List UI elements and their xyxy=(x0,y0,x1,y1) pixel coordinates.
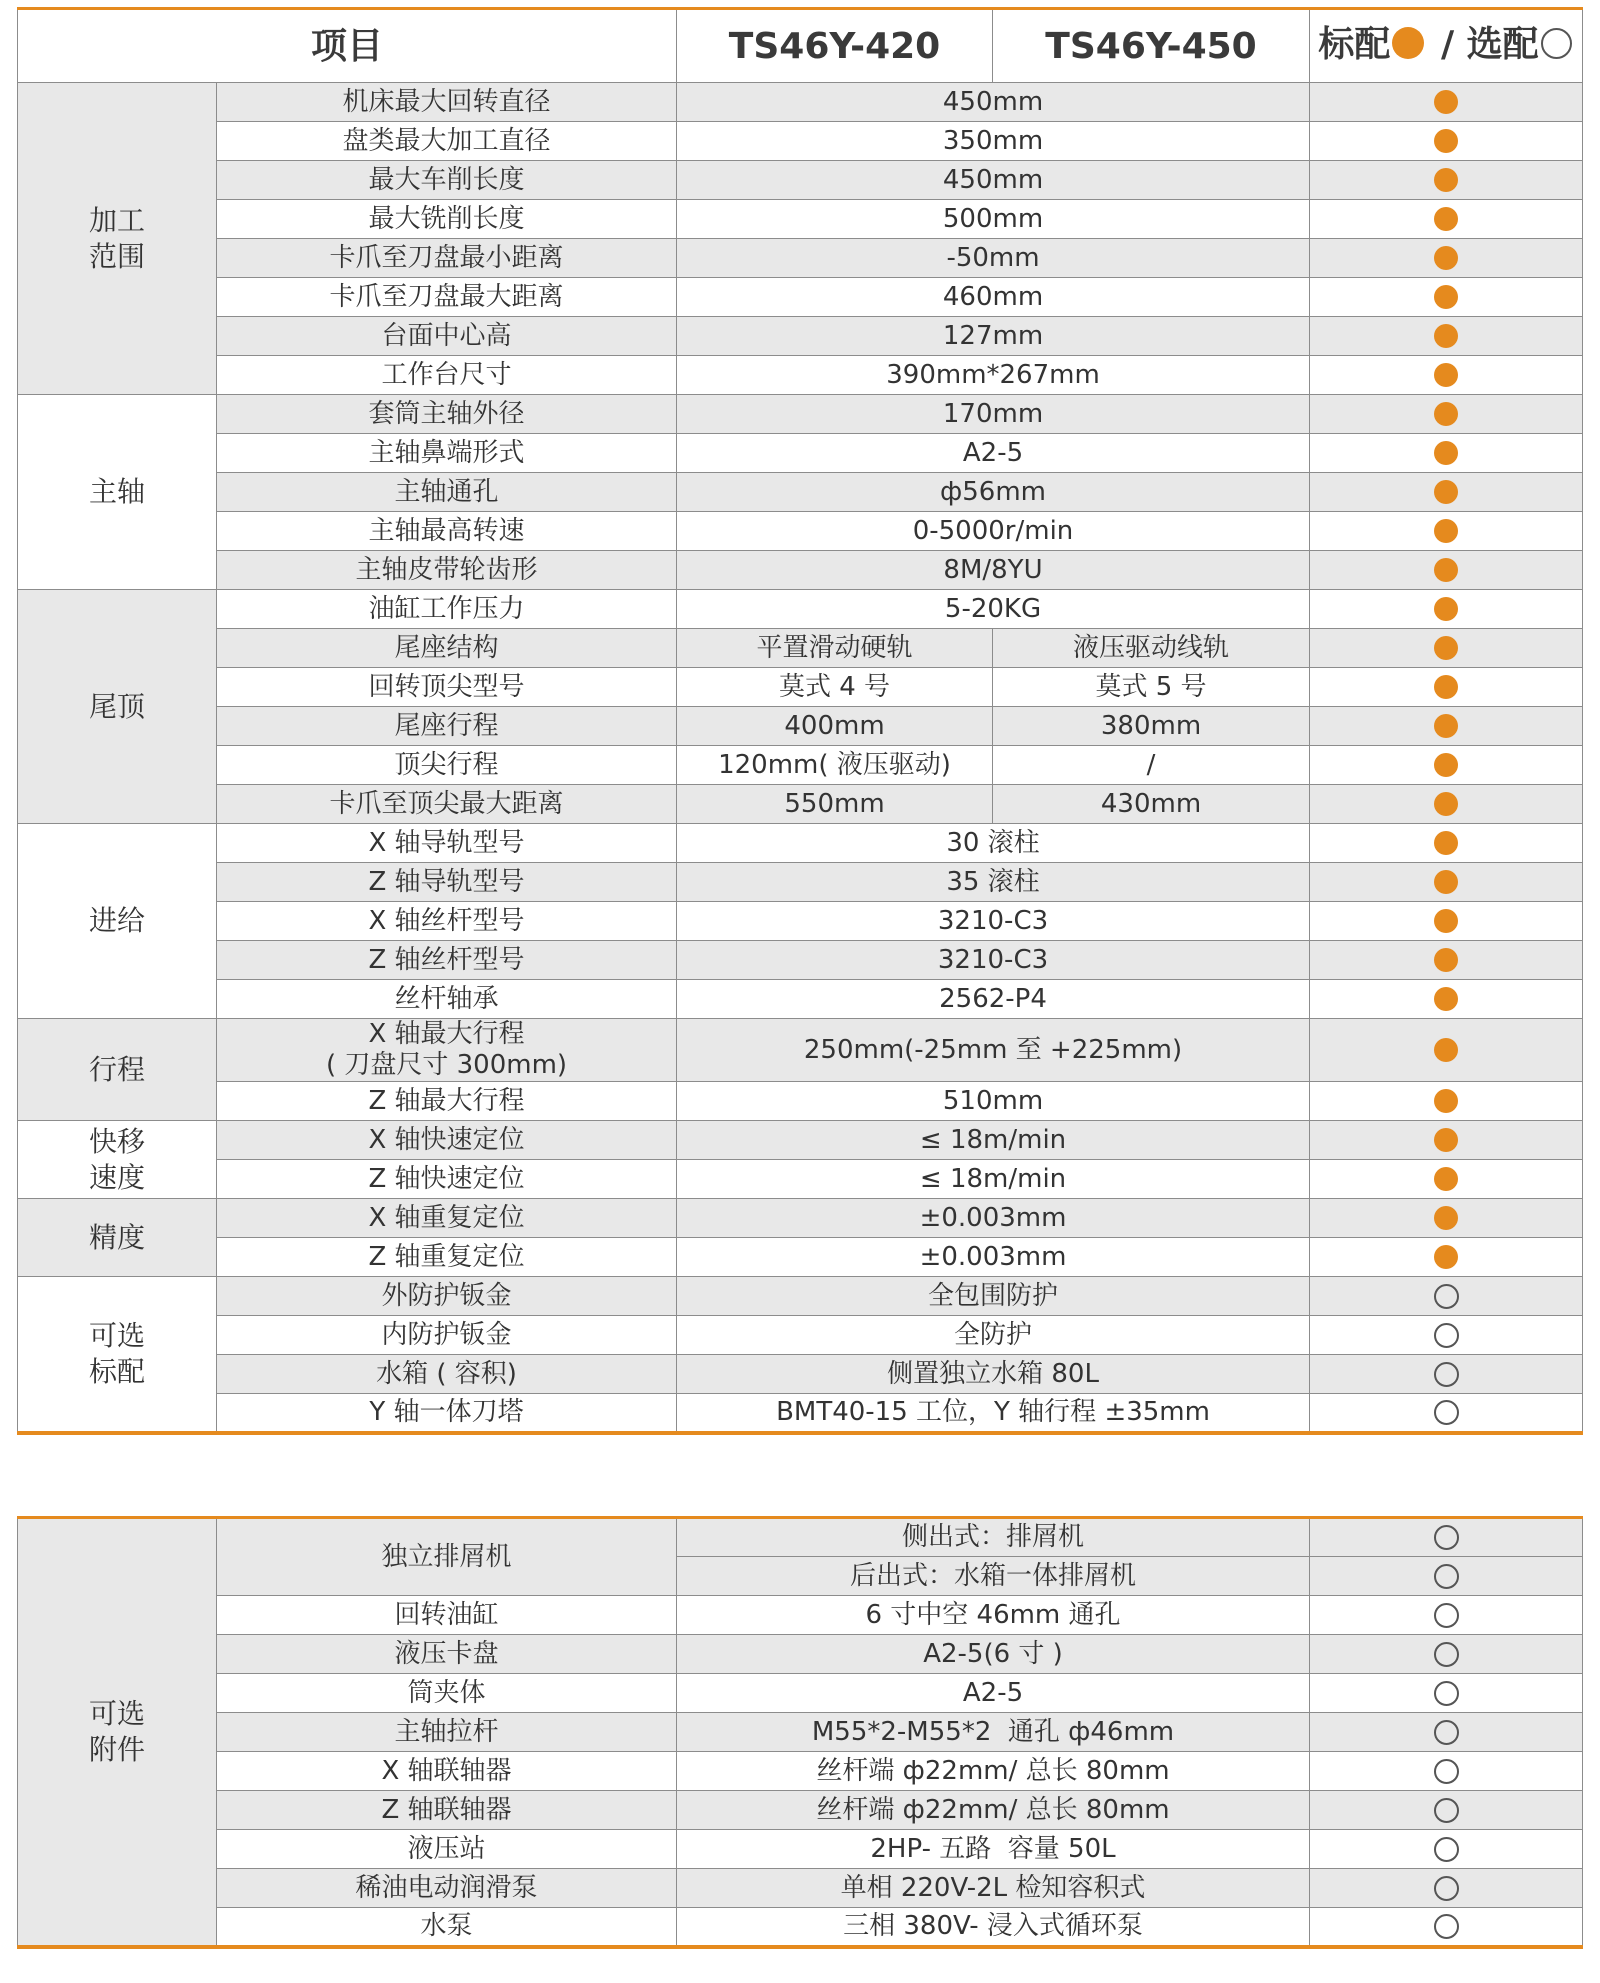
standard-dot-icon xyxy=(1434,1089,1458,1113)
standard-dot-icon xyxy=(1434,597,1458,621)
item-value: 8M/8YU xyxy=(677,551,1310,590)
item-value-b: 430mm xyxy=(993,785,1310,824)
standard-dot-icon xyxy=(1434,792,1458,816)
item-value: 2562-P4 xyxy=(677,980,1310,1019)
standard-dot-icon xyxy=(1434,519,1458,543)
item-label: Z 轴导轨型号 xyxy=(217,863,677,902)
item-label: 台面中心高 xyxy=(217,317,677,356)
group-label-line: 快移 xyxy=(88,1124,145,1158)
standard-dot-icon xyxy=(1434,129,1458,153)
item-value: 单相 220V-2L 检知容积式 xyxy=(677,1869,1310,1908)
standard-dot-icon xyxy=(1434,909,1458,933)
standard-dot-icon xyxy=(1434,441,1458,465)
item-label: 主轴皮带轮齿形 xyxy=(217,551,677,590)
item-value: 170mm xyxy=(677,395,1310,434)
standard-dot-icon xyxy=(1434,987,1458,1011)
item-value: ≤ 18m/min xyxy=(677,1121,1310,1160)
group-optional-standard xyxy=(18,1277,217,1433)
item-label: Z 轴重复定位 xyxy=(217,1238,677,1277)
group-label-line: 主轴 xyxy=(88,475,145,508)
item-label-line1: X 轴最大行程 xyxy=(368,1019,525,1049)
optional-circle-icon xyxy=(1434,1837,1459,1862)
standard-dot-icon xyxy=(1434,285,1458,309)
header-model-b: TS46Y-450 xyxy=(993,9,1310,83)
item-value: 6 寸中空 46mm 通孔 xyxy=(677,1596,1310,1635)
item-label: 最大车削长度 xyxy=(217,161,677,200)
item-value-b: 莫式 5 号 xyxy=(993,668,1310,707)
item-label: 尾座行程 xyxy=(217,707,677,746)
header-legend xyxy=(1310,9,1583,83)
item-value: BMT40-15 工位，Y 轴行程 ±35mm xyxy=(677,1394,1310,1433)
standard-dot-icon xyxy=(1434,831,1458,855)
item-label: 外防护钣金 xyxy=(217,1277,677,1316)
item-label: 顶尖行程 xyxy=(217,746,677,785)
standard-dot-icon xyxy=(1434,558,1458,582)
item-label: X 轴导轨型号 xyxy=(217,824,677,863)
item-value-b: / xyxy=(993,746,1310,785)
standard-dot-icon xyxy=(1434,675,1458,699)
item-label: 丝杆轴承 xyxy=(217,980,677,1019)
item-label: 主轴最高转速 xyxy=(217,512,677,551)
optional-circle-icon xyxy=(1434,1720,1459,1745)
item-label: 卡爪至刀盘最小距离 xyxy=(217,239,677,278)
header-slash: / xyxy=(1428,24,1467,65)
optional-circle-icon xyxy=(1541,28,1572,59)
item-label: 独立排屑机 xyxy=(217,1518,677,1596)
standard-dot-icon xyxy=(1434,714,1458,738)
standard-dot-icon xyxy=(1434,948,1458,972)
optional-circle-icon xyxy=(1434,1400,1459,1425)
item-label: 工作台尺寸 xyxy=(217,356,677,395)
standard-dot-icon xyxy=(1434,1245,1458,1269)
standard-dot-icon xyxy=(1434,1206,1458,1230)
standard-dot-icon xyxy=(1434,207,1458,231)
optional-circle-icon xyxy=(1434,1603,1459,1628)
header-item: 项目 xyxy=(18,9,677,83)
standard-dot-icon xyxy=(1434,480,1458,504)
item-label: X 轴丝杆型号 xyxy=(217,902,677,941)
item-value-a: 400mm xyxy=(677,707,993,746)
item-label: 主轴拉杆 xyxy=(217,1713,677,1752)
accessory-table xyxy=(17,1516,1583,1949)
item-value: 390mm*267mm xyxy=(677,356,1310,395)
item-value: 全防护 xyxy=(677,1316,1310,1355)
item-value: 后出式：水箱一体排屑机 xyxy=(677,1557,1310,1596)
item-label: 卡爪至顶尖最大距离 xyxy=(217,785,677,824)
item-value: 350mm xyxy=(677,122,1310,161)
group-label-line: 尾顶 xyxy=(88,689,145,723)
standard-dot-icon xyxy=(1392,27,1424,59)
item-label: Z 轴丝杆型号 xyxy=(217,941,677,980)
group-label-line: 行程 xyxy=(88,1052,145,1086)
optional-circle-icon xyxy=(1434,1362,1459,1387)
optional-circle-icon xyxy=(1434,1876,1459,1901)
item-label: Y 轴一体刀塔 xyxy=(217,1394,677,1433)
item-value: 127mm xyxy=(677,317,1310,356)
item-label: 主轴鼻端形式 xyxy=(217,434,677,473)
item-value-a: 550mm xyxy=(677,785,993,824)
group-feed xyxy=(18,824,217,1019)
item-label: 水泵 xyxy=(217,1908,677,1947)
item-value: 2HP- 五路 容量 50L xyxy=(677,1830,1310,1869)
item-label: 液压站 xyxy=(217,1830,677,1869)
item-value: ф56mm xyxy=(677,473,1310,512)
group-range xyxy=(18,83,217,395)
item-label: Z 轴最大行程 xyxy=(217,1082,677,1121)
item-label: 主轴通孔 xyxy=(217,473,677,512)
item-label: X 轴联轴器 xyxy=(217,1752,677,1791)
item-label: 机床最大回转直径 xyxy=(217,83,677,122)
item-label: 水箱 ( 容积) xyxy=(217,1355,677,1394)
standard-dot-icon xyxy=(1434,1167,1458,1191)
item-label xyxy=(217,1019,677,1082)
standard-dot-icon xyxy=(1434,324,1458,348)
item-value: 丝杆端 ф22mm/ 总长 80mm xyxy=(677,1752,1310,1791)
item-label: Z 轴联轴器 xyxy=(217,1791,677,1830)
optional-circle-icon xyxy=(1434,1681,1459,1706)
group-precision xyxy=(18,1199,217,1277)
optional-circle-icon xyxy=(1434,1798,1459,1823)
item-label-line2: ( 刀盘尺寸 300mm) xyxy=(325,1050,568,1080)
item-label: 尾座结构 xyxy=(217,629,677,668)
optional-circle-icon xyxy=(1434,1564,1459,1589)
item-label: 回转油缸 xyxy=(217,1596,677,1635)
group-accessory xyxy=(18,1518,217,1947)
group-travel xyxy=(18,1019,217,1121)
item-value-a: 莫式 4 号 xyxy=(677,668,993,707)
item-value: A2-5(6 寸 ) xyxy=(677,1635,1310,1674)
group-label-line: 范围 xyxy=(88,239,145,273)
standard-dot-icon xyxy=(1434,246,1458,270)
group-label-line: 可选 xyxy=(88,1696,145,1730)
standard-dot-icon xyxy=(1434,90,1458,114)
item-value: 全包围防护 xyxy=(677,1277,1310,1316)
group-label-line: 标配 xyxy=(88,1354,145,1388)
item-label: 卡爪至刀盘最大距离 xyxy=(217,278,677,317)
group-tail xyxy=(18,590,217,824)
item-value: -50mm xyxy=(677,239,1310,278)
item-value: 侧置独立水箱 80L xyxy=(677,1355,1310,1394)
item-value: 三相 380V- 浸入式循环泵 xyxy=(677,1908,1310,1947)
item-value: 3210-C3 xyxy=(677,902,1310,941)
standard-dot-icon xyxy=(1434,636,1458,660)
header-model-a: TS46Y-420 xyxy=(677,9,993,83)
standard-dot-icon xyxy=(1434,168,1458,192)
item-label: 稀油电动润滑泵 xyxy=(217,1869,677,1908)
item-label: 盘类最大加工直径 xyxy=(217,122,677,161)
header-opt-label: 选配 xyxy=(1466,24,1539,65)
header-row xyxy=(18,9,1583,83)
item-value-b: 380mm xyxy=(993,707,1310,746)
optional-circle-icon xyxy=(1434,1759,1459,1784)
optional-circle-icon xyxy=(1434,1914,1459,1939)
item-label: 油缸工作压力 xyxy=(217,590,677,629)
item-value: 450mm xyxy=(677,83,1310,122)
item-label: Z 轴快速定位 xyxy=(217,1160,677,1199)
item-value: 460mm xyxy=(677,278,1310,317)
item-label: X 轴重复定位 xyxy=(217,1199,677,1238)
optional-circle-icon xyxy=(1434,1284,1459,1309)
item-value-a: 120mm( 液压驱动) xyxy=(677,746,993,785)
item-value: 5-20KG xyxy=(677,590,1310,629)
standard-dot-icon xyxy=(1434,1128,1458,1152)
item-value: M55*2-M55*2 通孔 ф46mm xyxy=(677,1713,1310,1752)
item-value: A2-5 xyxy=(677,434,1310,473)
optional-circle-icon xyxy=(1434,1323,1459,1348)
item-value: 0-5000r/min xyxy=(677,512,1310,551)
group-label-line: 精度 xyxy=(88,1220,145,1254)
item-label: 套筒主轴外径 xyxy=(217,395,677,434)
group-label-line: 可选 xyxy=(88,1318,145,1352)
group-spindle xyxy=(18,395,217,590)
standard-dot-icon xyxy=(1434,402,1458,426)
item-label: 液压卡盘 xyxy=(217,1635,677,1674)
item-value: 丝杆端 ф22mm/ 总长 80mm xyxy=(677,1791,1310,1830)
optional-circle-icon xyxy=(1434,1642,1459,1667)
item-value-a: 平置滑动硬轨 xyxy=(677,629,993,668)
item-value: 3210-C3 xyxy=(677,941,1310,980)
item-label: 最大铣削长度 xyxy=(217,200,677,239)
standard-dot-icon xyxy=(1434,1038,1458,1062)
optional-circle-icon xyxy=(1434,1525,1459,1550)
item-label: X 轴快速定位 xyxy=(217,1121,677,1160)
item-value: A2-5 xyxy=(677,1674,1310,1713)
item-value: ≤ 18m/min xyxy=(677,1160,1310,1199)
item-value: 250mm(-25mm 至 +225mm) xyxy=(677,1019,1310,1082)
spec-table xyxy=(17,7,1583,1435)
item-value: 35 滚柱 xyxy=(677,863,1310,902)
header-std-label: 标配 xyxy=(1318,24,1391,65)
standard-dot-icon xyxy=(1434,870,1458,894)
standard-dot-icon xyxy=(1434,363,1458,387)
group-label-line: 加工 xyxy=(88,203,145,237)
group-label-line: 进给 xyxy=(88,904,145,937)
item-label: 内防护钣金 xyxy=(217,1316,677,1355)
group-label-line: 附件 xyxy=(88,1732,145,1766)
item-value-b: 液压驱动线轨 xyxy=(993,629,1310,668)
group-rapid xyxy=(18,1121,217,1199)
item-value: ±0.003mm xyxy=(677,1199,1310,1238)
item-label: 筒夹体 xyxy=(217,1674,677,1713)
item-value: 510mm xyxy=(677,1082,1310,1121)
item-value: 450mm xyxy=(677,161,1310,200)
item-value: 500mm xyxy=(677,200,1310,239)
item-value: ±0.003mm xyxy=(677,1238,1310,1277)
item-value: 侧出式：排屑机 xyxy=(677,1518,1310,1557)
standard-dot-icon xyxy=(1434,753,1458,777)
item-label: 回转顶尖型号 xyxy=(217,668,677,707)
item-value: 30 滚柱 xyxy=(677,824,1310,863)
group-label-line: 速度 xyxy=(88,1160,145,1194)
